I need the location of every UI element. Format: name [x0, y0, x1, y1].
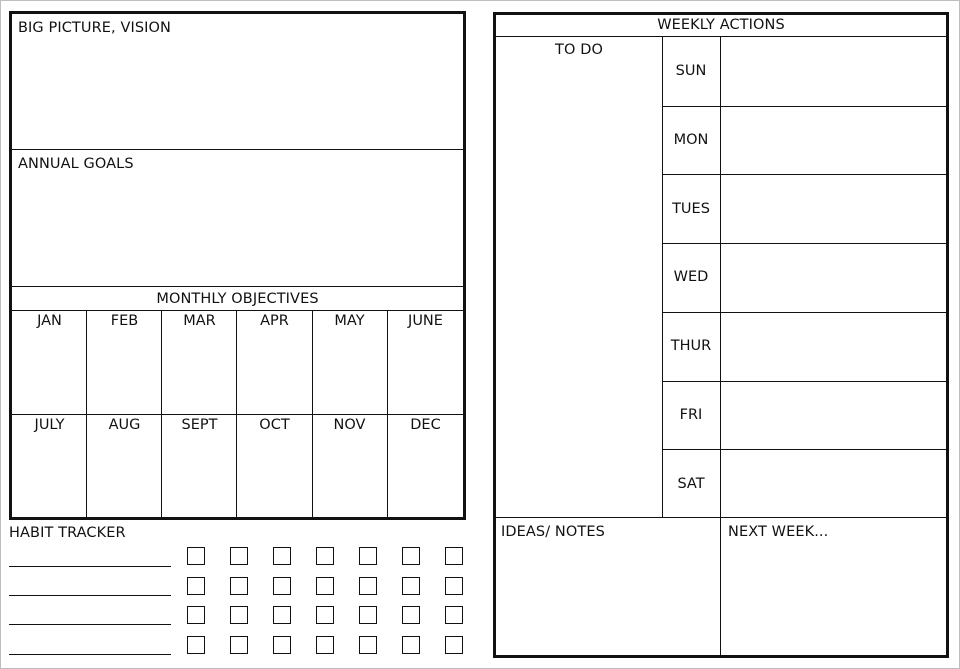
day-writing-area[interactable]	[721, 107, 946, 174]
day-label-thur: THUR	[670, 338, 712, 355]
annual-goals-heading: ANNUAL GOALS	[18, 156, 134, 172]
day-label-wed: WED	[673, 269, 709, 286]
month-label-june: JUNE	[408, 313, 443, 329]
month-label-feb: FEB	[110, 313, 139, 329]
habit-name-line[interactable]	[9, 624, 171, 625]
month-label-sept: SEPT	[181, 417, 218, 433]
page-top-edge	[0, 0, 960, 1]
habit-checkbox[interactable]	[230, 606, 248, 624]
habit-checkbox[interactable]	[230, 577, 248, 595]
habit-checkbox[interactable]	[316, 606, 334, 624]
habit-checkbox[interactable]	[230, 547, 248, 565]
habit-checkbox[interactable]	[445, 547, 463, 565]
month-label-oct: OCT	[259, 417, 290, 433]
habit-checkbox[interactable]	[273, 636, 291, 654]
day-writing-area[interactable]	[721, 38, 946, 105]
ideas-notes-heading: IDEAS/ NOTES	[501, 524, 605, 540]
next-week-heading: NEXT WEEK...	[728, 524, 829, 540]
habit-tracker-heading: HABIT TRACKER	[9, 525, 126, 541]
day-label-sun: SUN	[675, 63, 707, 80]
habit-checkbox[interactable]	[445, 636, 463, 654]
month-label-apr: APR	[260, 313, 289, 329]
habit-checkbox[interactable]	[402, 577, 420, 595]
divider	[12, 286, 463, 287]
habit-checkbox[interactable]	[316, 547, 334, 565]
habit-checkbox[interactable]	[273, 547, 291, 565]
annual-goals-writing-area[interactable]	[12, 174, 463, 285]
habit-checkbox[interactable]	[402, 547, 420, 565]
big-picture-heading: BIG PICTURE, VISION	[18, 20, 171, 36]
day-writing-area[interactable]	[721, 450, 946, 517]
weekly-actions-heading: WEEKLY ACTIONS	[657, 17, 785, 33]
habit-checkbox[interactable]	[359, 606, 377, 624]
month-row-divider	[12, 414, 463, 415]
habit-name-line[interactable]	[9, 595, 171, 596]
day-writing-area[interactable]	[721, 382, 946, 449]
habit-checkbox[interactable]	[187, 606, 205, 624]
habit-checkbox[interactable]	[445, 577, 463, 595]
month-label-jan: JAN	[37, 313, 62, 329]
month-label-aug: AUG	[108, 417, 141, 433]
habit-checkbox[interactable]	[187, 636, 205, 654]
habit-checkbox[interactable]	[230, 636, 248, 654]
day-label-tues: TUES	[672, 200, 710, 217]
habit-checkbox[interactable]	[402, 636, 420, 654]
habit-name-line[interactable]	[9, 654, 171, 655]
month-label-may: MAY	[334, 313, 365, 329]
habit-checkbox[interactable]	[187, 547, 205, 565]
divider	[12, 310, 463, 311]
day-label-fri: FRI	[679, 406, 703, 423]
day-writing-area[interactable]	[721, 313, 946, 380]
habit-checkbox[interactable]	[273, 577, 291, 595]
habit-checkbox[interactable]	[316, 577, 334, 595]
habit-checkbox[interactable]	[273, 606, 291, 624]
habit-checkbox[interactable]	[359, 547, 377, 565]
month-label-july: JULY	[34, 417, 65, 433]
month-label-nov: NOV	[333, 417, 366, 433]
month-label-dec: DEC	[410, 417, 441, 433]
habit-name-line[interactable]	[9, 566, 171, 567]
habit-checkbox[interactable]	[359, 636, 377, 654]
next-week-writing-area[interactable]	[722, 545, 946, 655]
habit-checkbox[interactable]	[402, 606, 420, 624]
habit-checkbox[interactable]	[187, 577, 205, 595]
day-label-sat: SAT	[677, 475, 705, 492]
habit-checkbox[interactable]	[316, 636, 334, 654]
big-picture-writing-area[interactable]	[12, 38, 463, 148]
day-label-mon: MON	[673, 132, 709, 149]
to-do-writing-area[interactable]	[496, 60, 661, 516]
divider	[496, 517, 946, 518]
divider	[12, 149, 463, 150]
page-left-edge	[0, 0, 1, 669]
habit-checkbox[interactable]	[359, 577, 377, 595]
to-do-heading: TO DO	[555, 42, 603, 58]
habit-checkbox[interactable]	[445, 606, 463, 624]
monthly-objectives-heading: MONTHLY OBJECTIVES	[156, 291, 319, 307]
day-writing-area[interactable]	[721, 244, 946, 311]
ideas-notes-writing-area[interactable]	[496, 545, 719, 655]
divider	[496, 36, 946, 37]
day-writing-area[interactable]	[721, 175, 946, 242]
notes-divider	[720, 518, 721, 655]
month-label-mar: MAR	[183, 313, 216, 329]
